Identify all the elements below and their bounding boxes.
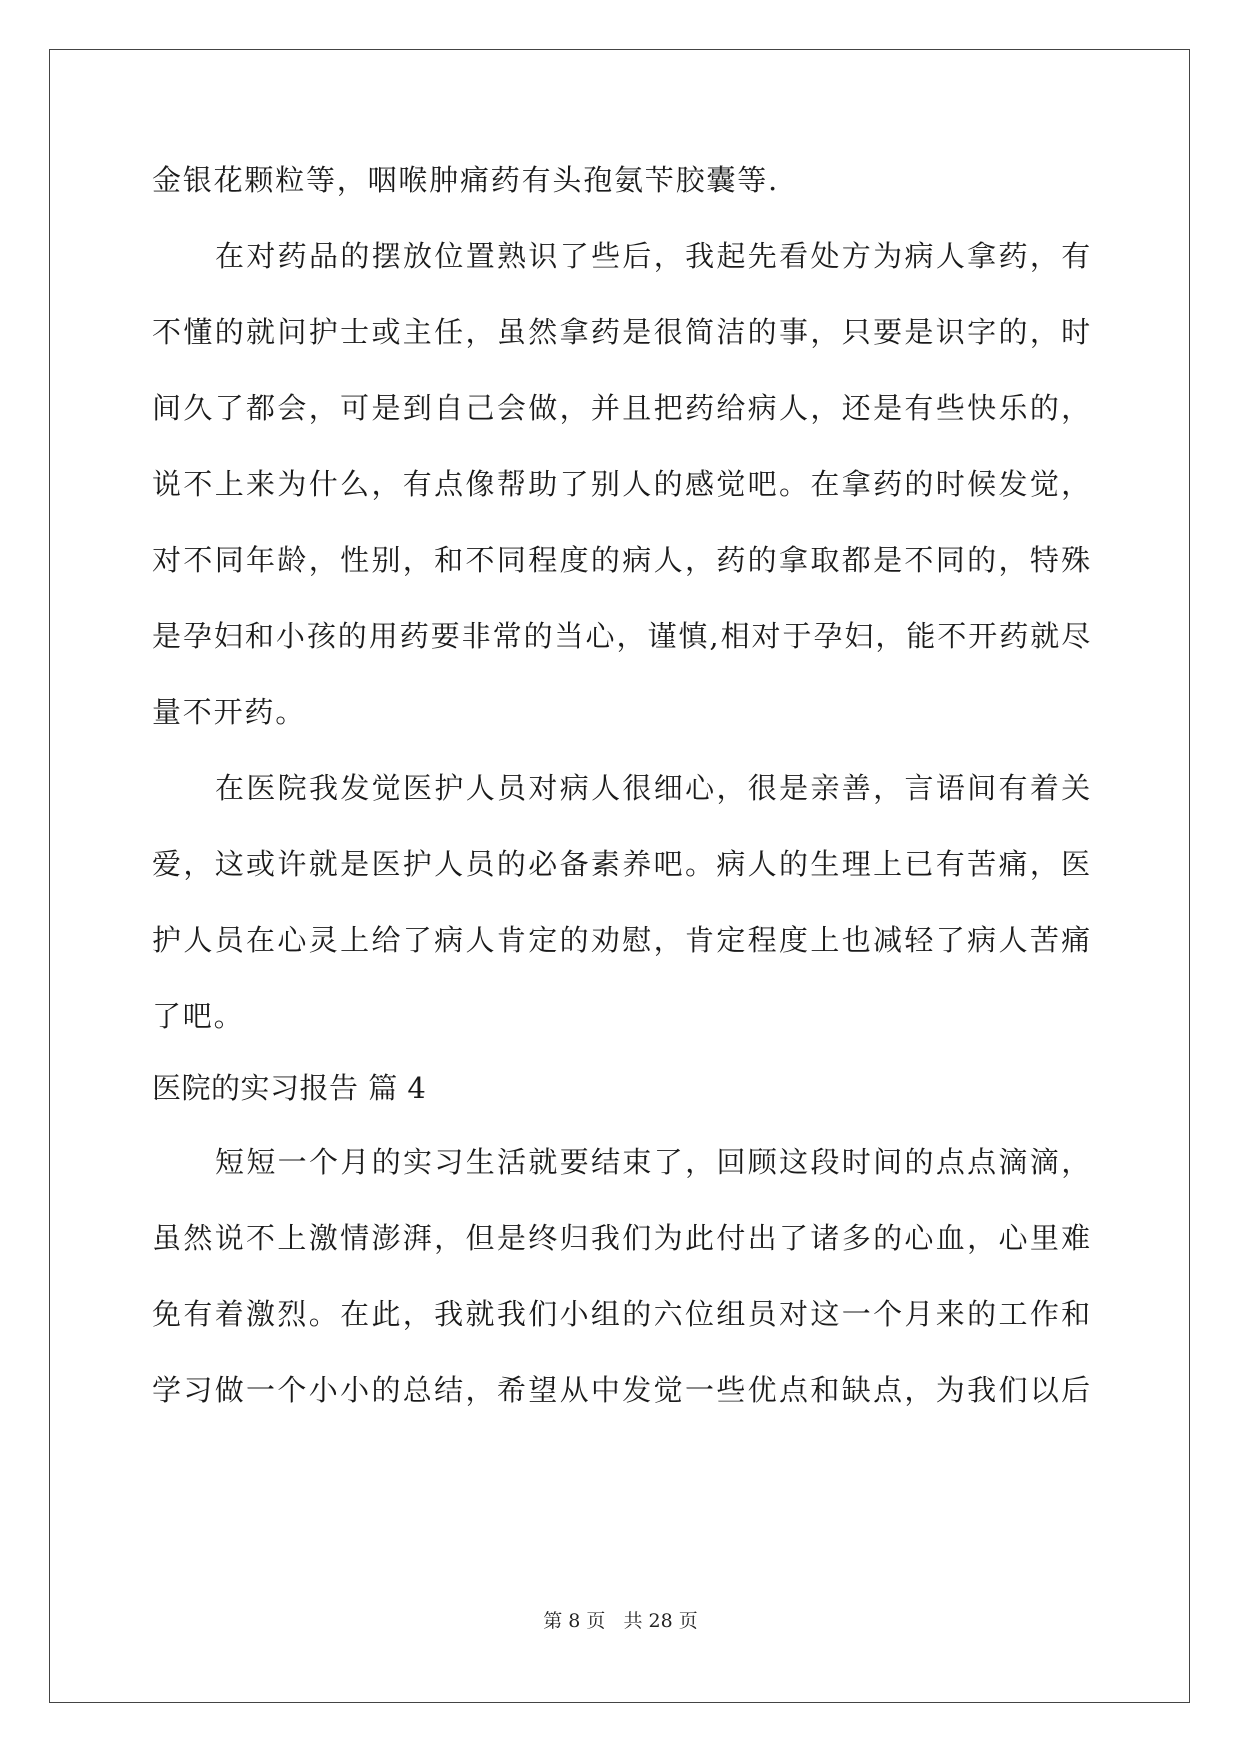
- paragraph-line: 间久了都会，可是到自己会做，并且把药给病人，还是有些快乐的，: [152, 391, 1092, 425]
- paragraph-line: 在医院我发觉医护人员对病人很细心，很是亲善，言语间有着关: [215, 771, 1092, 805]
- paragraph-line: 说不上来为什么，有点像帮助了别人的感觉吧。在拿药的时候发觉，: [152, 467, 1092, 501]
- page-number: 第 8 页: [543, 1610, 606, 1632]
- page-total: 共 28 页: [623, 1610, 698, 1632]
- paragraph-line: 了吧。: [152, 999, 245, 1033]
- paragraph-line: 护人员在心灵上给了病人肯定的劝慰，肯定程度上也减轻了病人苦痛: [152, 923, 1092, 957]
- paragraph-line: 短短一个月的实习生活就要结束了，回顾这段时间的点点滴滴，: [215, 1145, 1092, 1179]
- paragraph-line: 不懂的就问护士或主任，虽然拿药是很简洁的事，只要是识字的，时: [152, 315, 1092, 349]
- paragraph-line: 量不开药。: [152, 695, 307, 729]
- paragraph-line: 爱，这或许就是医护人员的必备素养吧。病人的生理上已有苦痛，医: [152, 847, 1092, 881]
- section-heading: 医院的实习报告 篇 4: [152, 1071, 427, 1105]
- paragraph-line: 在对药品的摆放位置熟识了些后，我起先看处方为病人拿药，有: [215, 239, 1092, 273]
- paragraph-line: 虽然说不上激情澎湃，但是终归我们为此付出了诸多的心血，心里难: [152, 1221, 1092, 1255]
- paragraph-line: 学习做一个小小的总结，希望从中发觉一些优点和缺点，为我们以后: [152, 1373, 1092, 1407]
- paragraph-line: 是孕妇和小孩的用药要非常的当心，谨慎,相对于孕妇，能不开药就尽: [152, 619, 1092, 653]
- paragraph-line: 免有着激烈。在此，我就我们小组的六位组员对这一个月来的工作和: [152, 1297, 1092, 1331]
- paragraph-line: 金银花颗粒等，咽喉肿痛药有头孢氨苄胶囊等.: [152, 163, 780, 197]
- page-footer: [0, 1606, 1241, 1633]
- paragraph-line: 对不同年龄，性别，和不同程度的病人，药的拿取都是不同的，特殊: [152, 543, 1092, 577]
